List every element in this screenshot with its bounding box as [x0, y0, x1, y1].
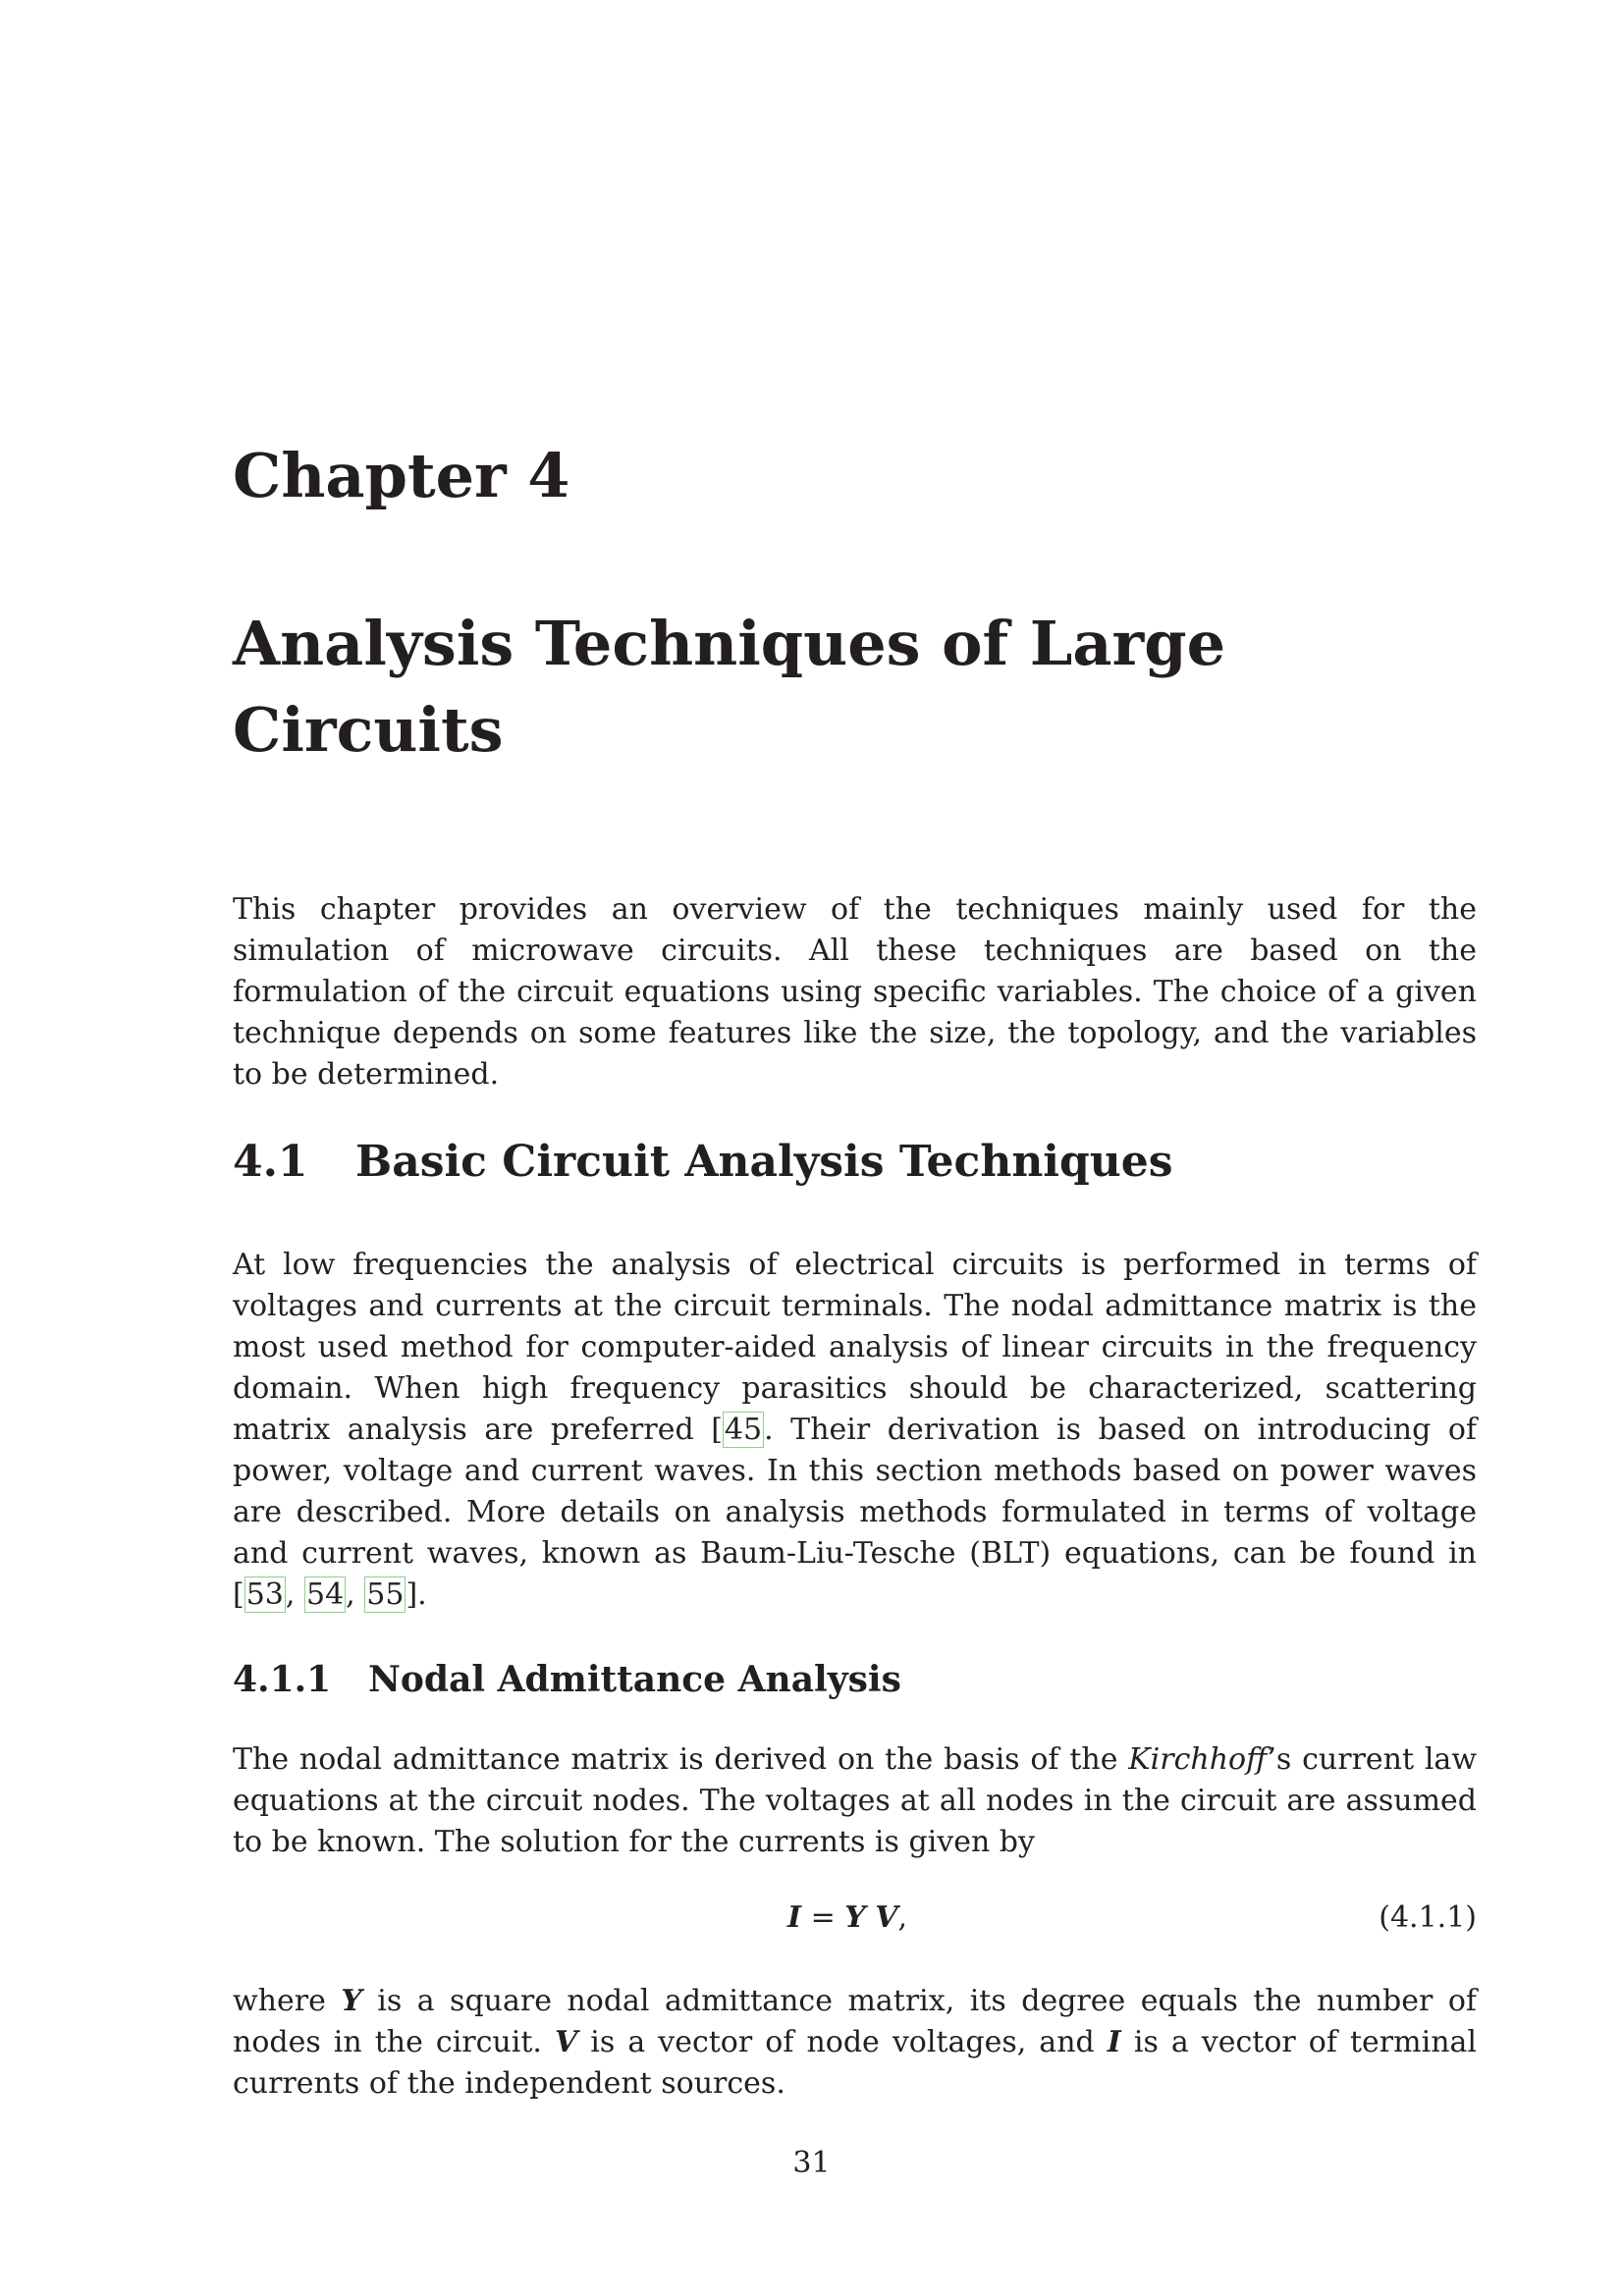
citation-link-55[interactable]: 55 — [366, 1577, 405, 1612]
subsection-number: 4.1.1 — [233, 1659, 332, 1700]
citation-link-45[interactable]: 45 — [724, 1413, 763, 1447]
page-number: 31 — [792, 2146, 831, 2180]
paragraph-text: . — [417, 1577, 427, 1612]
kirchhoff-name: Kirchhoff — [1128, 1742, 1268, 1777]
equation-4-1-1 — [233, 1896, 1477, 1940]
equation-explanation-paragraph: where Y is a square nodal admittance matrix, its degree equals the number of nodes in the circuit. V is a vector of node voltages, and I is a vector of terminal currents of the independent sources. — [233, 1984, 1477, 2101]
section-4-1-paragraph: At low frequencies the analysis of electrical circuits is performed in terms of voltages and currents at the circuit terminals. The nodal admittance matrix is the most used method for computer-aided analysis of linear circuits in the frequency domain. When high frequency parasitics should be characterized, scattering matrix analysis are preferred [45. Their derivation is based on introducing of power, voltage and current waves. In this section methods based on power waves are described. More details on analysis methods formulated in terms of voltage and current waves, known as Baum-Liu-Tesche (BLT) equations, can be found in [53, 54, 55]. — [233, 1248, 1478, 1612]
subsection-title: Nodal Admittance Analysis — [368, 1659, 901, 1700]
paragraph-text: The nodal admittance matrix is derived on the basis of the — [233, 1742, 1129, 1777]
intro-paragraph: This chapter provides an overview of the techniques mainly used for the simulation of microwave circuits. All these techniques are based on the formulation of the circuit equations using specific variables. The choice of a given technique depends on some features like the size, the topology, and the variables to be determined. — [233, 892, 1477, 1092]
section-4-1-1-paragraph — [233, 1739, 1477, 1863]
chapter-title: Analysis Techniques of Large Circuits — [233, 608, 1226, 766]
vector-symbol-i: I — [1107, 2025, 1121, 2059]
paragraph-text: . Their derivation is based on introducing of power, voltage and current waves. In this section methods based on power waves are described. More details on analysis methods formulated in terms of voltage and current waves, known as Baum-Liu-Tesche (BLT) equations, can be found in — [233, 1413, 1478, 1571]
paragraph-text: ’s current law equations at the circuit nodes. The voltages at all nodes in the circuit are assumed to be known. The solution for the currents is given by — [233, 1742, 1477, 1859]
equation-number: (4.1.1) — [1379, 1900, 1477, 1935]
section-title: Basic Circuit Analysis Techniques — [355, 1137, 1173, 1187]
citation-link-53[interactable]: 53 — [245, 1577, 284, 1612]
matrix-symbol-y: Y — [341, 1984, 362, 2018]
section-heading-4-1 — [233, 1137, 1477, 1189]
paragraph-text: At low frequencies the analysis of electrical circuits is performed in terms of voltages and currents at the circuit terminals. The nodal admittance matrix is the most used method for computer-aided analysis of linear circuits in the frequency domain. When high frequency parasitics should be characterized, scattering matrix analysis are preferred — [233, 1248, 1477, 1447]
equation-formula: I = Y V, — [787, 1900, 908, 1935]
chapter-label: Chapter 4 — [233, 440, 570, 511]
vector-symbol-v: V — [554, 2025, 578, 2059]
subsection-heading-4-1-1 — [233, 1659, 1477, 1701]
section-number: 4.1 — [233, 1137, 308, 1187]
citation-link-54[interactable]: 54 — [305, 1577, 345, 1612]
